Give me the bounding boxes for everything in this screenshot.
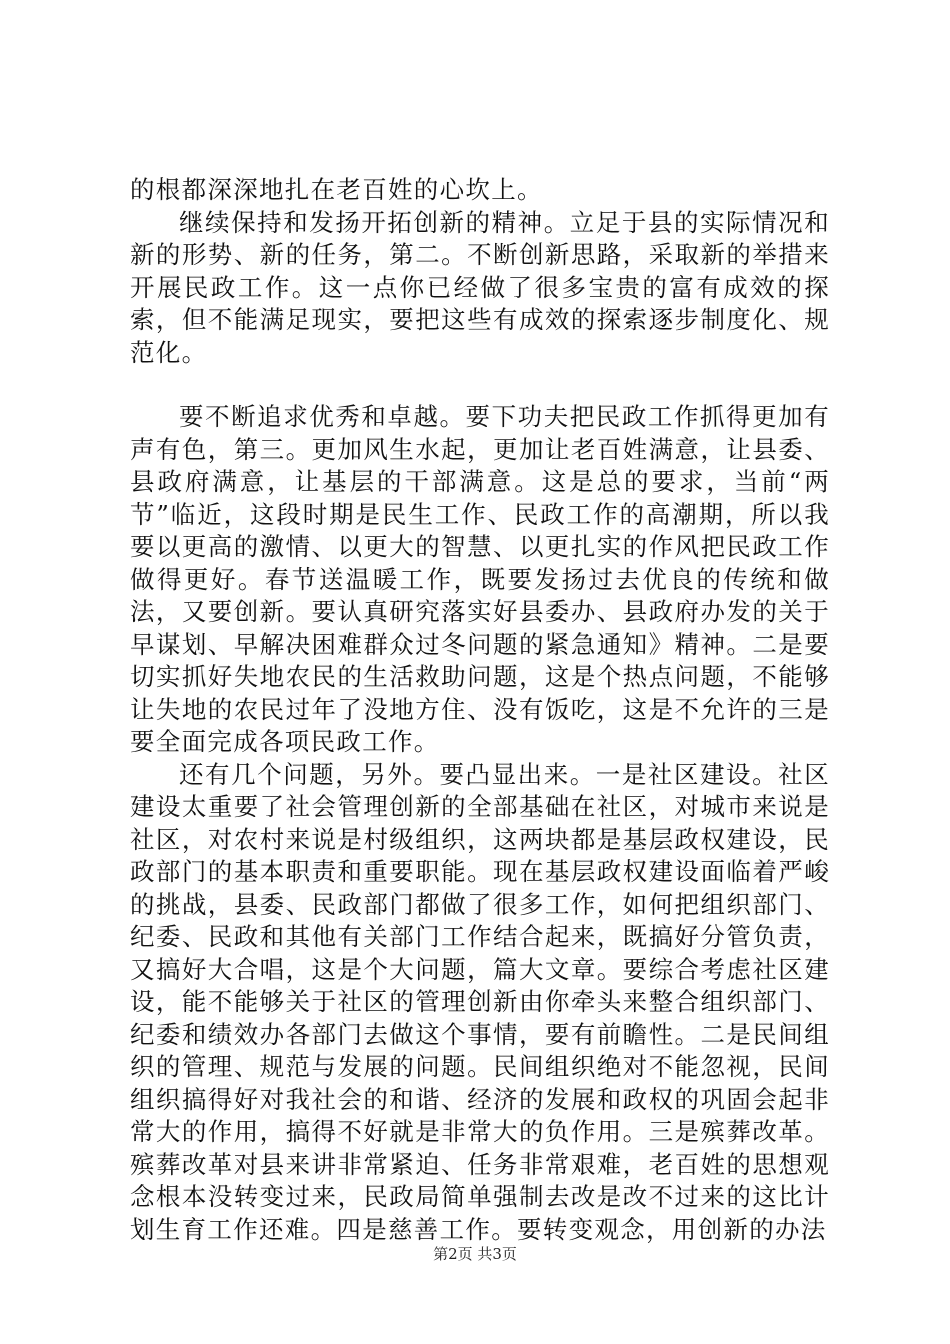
paragraph-4: 还有几个问题，另外。要凸显出来。一是社区建设。社区建设太重要了社会管理创新的全部基础在社区，对城市来说是社区，对农村来说是村级组织，这两块都是基层政权建设，民政部门的基本职责和重要职能。现在基层政权建设面临着严峻的挑战，县委、民政部门都做了很多工作，如何把组织部门、纪委、民政和其他有关部门工作结合起来，既搞好分管负责，又搞好大合唱，这是个大问题，篇大文章。要综合考虑社区建设，能不能够关于社区的管理创新由你牵头来整合组织部门、纪委和绩效办各部门去做这个事情，要有前瞻性。二是民间组织的管理、规范与发展的问题。民间组织绝对不能忽视，民间组织搞得好对我社会的和谐、经济的发展和政权的巩固会起非常大的作用，搞得不好就是非常大的负作用。三是殡葬改革。殡葬改革对县来讲非常紧迫、任务非常艰难，老百姓的思想观念根本没转变过来，民政局简单强制去改是改不过来的这比计划生育工作还难。四是慈善工作。要转变观念，用创新的办法 [130, 759, 830, 1244]
paragraph-3: 要不断追求优秀和卓越。要下功夫把民政工作抓得更加有声有色，第三。更加风生水起，更加让老百姓满意，让县委、县政府满意，让基层的干部满意。这是总的要求，当前“两节”临近，这段时期是民生工作、民政工作的高潮期，所以我要以更高的激情、以更大的智慧、以更扎实的作风把民政工作做得更好。春节送温暖工作，既要发扬过去优良的传统和做法，又要创新。要认真研究落实好县委办、县政府办发的关于早谋划、早解决困难群众过冬问题的紧急通知》精神。二是要切实抓好失地农民的生活救助问题，这是个热点问题，不能够让失地的农民过年了没地方住、没有饭吃，这是不允许的三是要全面完成各项民政工作。 [130, 402, 830, 756]
paragraph-2: 继续保持和发扬开拓创新的精神。立足于县的实际情况和新的形势、新的任务，第二。不断创新思路，采取新的举措来开展民政工作。这一点你已经做了很多宝贵的富有成效的探索，但不能满足现实，要把这些有成效的探索逐步制度化、规范化。 [130, 207, 830, 367]
paragraph-1: 的根都深深地扎在老百姓的心坎上。 [130, 175, 543, 204]
document-body [130, 174, 830, 1246]
page-number-footer: 第2页 共3页 [433, 1245, 517, 1263]
